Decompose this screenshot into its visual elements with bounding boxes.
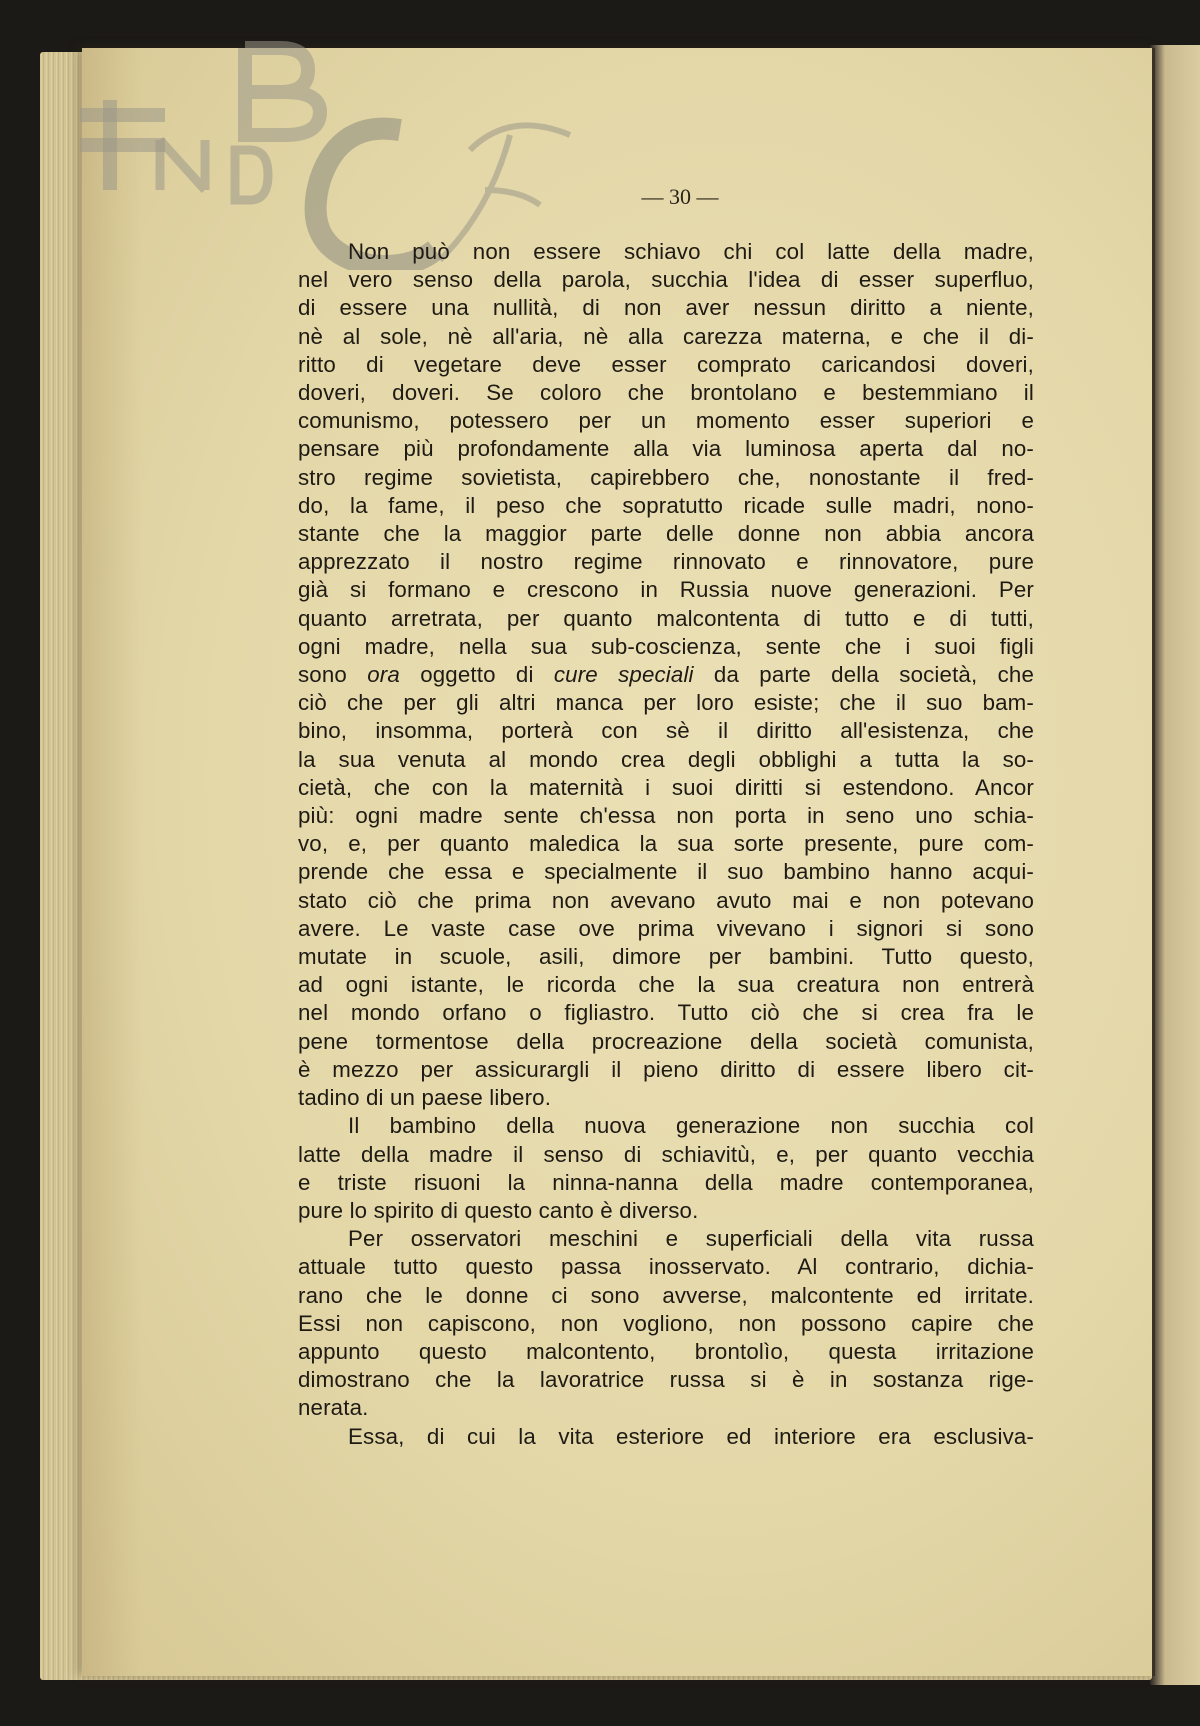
text-line: doveri, doveri. Se coloro che brontolano e bestemmiano il: [298, 380, 1034, 406]
svg-text:BNCF: BNCF: [40, 40, 44, 41]
text-line: apprezzato il nostro regime rinnovato e rinnovatore, pure: [298, 549, 1034, 575]
text-line: è mezzo per assicurargli il pieno diritto di essere libero cit-: [298, 1056, 1034, 1082]
text-line: pene tormentose della procreazione della società comunista,: [298, 1028, 1034, 1054]
text-line: nerata.: [298, 1395, 369, 1421]
text-line: nel mondo orfano o figliastro. Tutto ciò che si crea fra le: [298, 1000, 1034, 1026]
text-line: vo, e, per quanto maledica la sua sorte presente, pure com-: [298, 831, 1034, 857]
text-line: rano che le donne ci sono avverse, malcontente ed irritate.: [298, 1282, 1034, 1308]
text-line: bino, insomma, porterà con sè il diritto all'esistenza, che: [298, 718, 1034, 744]
text-line: nel vero senso della parola, succhia l'idea di esser superfluo,: [298, 267, 1034, 293]
text-line: stante che la maggior parte delle donne non abbia ancora: [298, 521, 1034, 547]
text-line: Essa, di cui la vita esteriore ed interiore era esclusiva-: [348, 1423, 1034, 1449]
text-line: latte della madre il senso di schiavitù, e, per quanto vecchia: [298, 1141, 1034, 1167]
text-line: comunismo, potessero per un momento esser superiori e: [298, 408, 1034, 434]
text-line: e triste risuoni la ninna-nanna della madre contemporanea,: [298, 1169, 1034, 1195]
text-line: Essi non capiscono, non vogliono, non possono capire che: [298, 1310, 1034, 1336]
paragraph-4: [298, 1423, 1034, 1451]
text-line: appunto questo malcontento, brontolìo, questa irritazione: [298, 1338, 1034, 1364]
text-line: dimostrano che la lavoratrice russa si è in sostanza rige-: [298, 1367, 1034, 1393]
text-line: la sua venuta al mondo crea degli obblighi a tutta la so-: [298, 746, 1034, 772]
text-line: tadino di un paese libero.: [298, 1085, 552, 1111]
text-line: pure lo spirito di questo canto è diverso.: [298, 1197, 699, 1223]
text-line: più: ogni madre sente ch'essa non porta in seno uno schia-: [298, 803, 1034, 829]
italic-text: cure speciali: [553, 662, 694, 688]
text-segment: oggetto di: [399, 662, 554, 688]
text-line: stro regime sovietista, capirebbero che, nonostante il fred-: [298, 464, 1034, 490]
text-line: cietà, che con la maternità i suoi diritti si estendono. Ancor: [298, 774, 1034, 800]
text-line: già si formano e crescono in Russia nuove generazioni. Per: [298, 577, 1034, 603]
text-line: do, la fame, il peso che sopratutto ricade sulle madri, nono-: [298, 492, 1034, 518]
body-text: [298, 238, 1034, 1451]
library-watermark-logo: [40, 40, 700, 270]
page-discoloration: [82, 48, 142, 1676]
paragraph-1: [298, 238, 1034, 1112]
text-line: quanto arretrata, per quanto malcontenta di tutto e di tutti,: [298, 605, 1034, 631]
text-line: prende che essa e specialmente il suo bambino hanno acqui-: [298, 859, 1034, 885]
text-segment: sono: [298, 662, 368, 688]
text-line: Per osservatori meschini e superficiali della vita russa: [348, 1226, 1034, 1252]
text-line-with-italics: [298, 661, 1034, 689]
text-line: nè al sole, nè all'aria, nè alla carezza materna, e che il di-: [298, 323, 1034, 349]
text-line: ogni madre, nella sua sub-coscienza, sente che i suoi figli: [298, 633, 1034, 659]
text-line: di essere una nullità, di non aver nessun diritto a niente,: [298, 295, 1034, 321]
text-segment: da parte della società, che: [693, 662, 1034, 688]
paragraph-3: [298, 1225, 1034, 1422]
italic-text: ora: [367, 662, 400, 688]
text-line: ciò che per gli altri manca per loro esiste; che il suo bam-: [298, 690, 1034, 716]
text-line: avere. Le vaste case ove prima vivevano i signori si sono: [298, 915, 1034, 941]
text-line: ritto di vegetare deve esser comprato caricandosi doveri,: [298, 351, 1034, 377]
paragraph-2: [298, 1112, 1034, 1225]
text-line: Il bambino della nuova generazione non succhia col: [348, 1113, 1034, 1139]
text-line: pensare più profondamente alla via luminosa aperta dal no-: [298, 436, 1034, 462]
text-line: ad ogni istante, le ricorda che la sua creatura non entrerà: [298, 972, 1034, 998]
text-line: attuale tutto questo passa inosservato. Al contrario, dichia-: [298, 1254, 1034, 1280]
text-line: Non può non essere schiavo chi col latte della madre,: [348, 239, 1034, 264]
text-line: stato ciò che prima non avevano avuto mai e non potevano: [298, 887, 1034, 913]
adjacent-page-edge: [1150, 45, 1200, 1685]
text-line: mutate in scuole, asili, dimore per bambini. Tutto questo,: [298, 944, 1034, 970]
page-number: — 30 —: [641, 184, 719, 209]
